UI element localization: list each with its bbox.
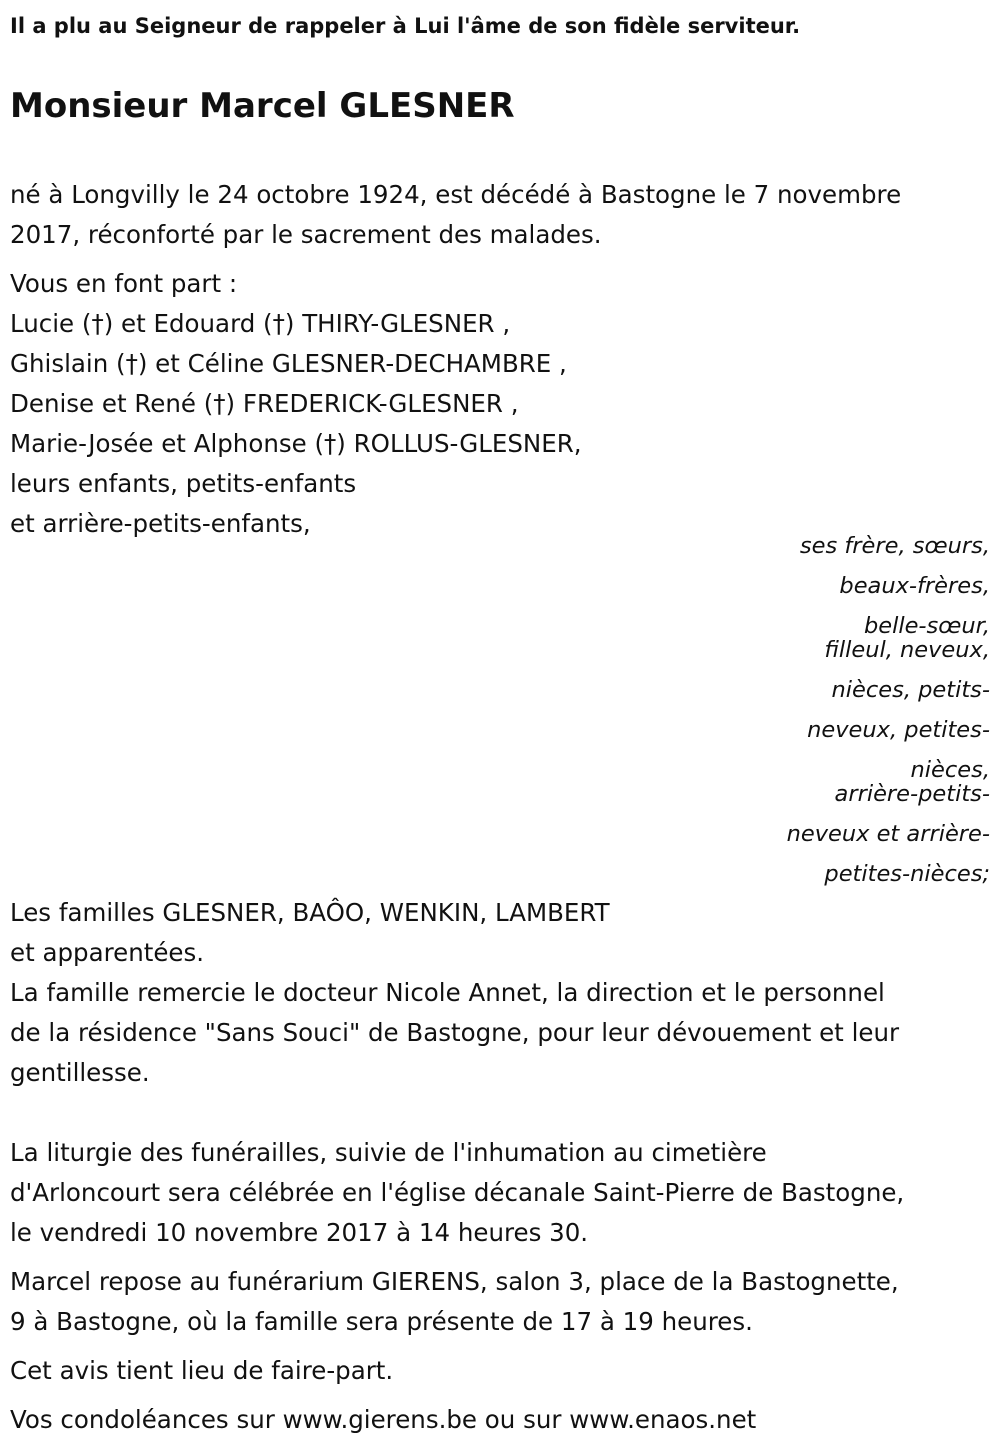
families-and-thanks <box>10 893 985 1093</box>
text-line: leurs enfants, petits-enfants <box>10 469 357 498</box>
text-line: nièces, <box>910 757 990 783</box>
text-line: Vous en font part : <box>10 269 238 298</box>
text-line: le vendredi 10 novembre 2017 à 14 heures 30. <box>10 1218 589 1247</box>
birth-death-paragraph <box>10 175 985 255</box>
deceased-name: Monsieur Marcel GLESNER <box>10 86 515 126</box>
text-line: ses frère, sœurs, <box>799 533 990 559</box>
text-line: Les familles GLESNER, BAÔO, WENKIN, LAMBERT <box>10 898 610 927</box>
notice-statement <box>10 1351 985 1391</box>
text-line: d'Arloncourt sera célébrée en l'église décanale Saint-Pierre de Bastogne, <box>10 1178 905 1207</box>
text-line: né à Longvilly le 24 octobre 1924, est décédé à Bastogne le 7 novembre <box>10 180 902 209</box>
text-line: petites-nièces; <box>824 861 990 887</box>
text-line: Vos condoléances sur www.gierens.be ou sur www.enaos.net <box>10 1405 757 1434</box>
text-line: Cet avis tient lieu de faire-part. <box>10 1356 394 1385</box>
text-line: Denise et René (†) FREDERICK-GLESNER , <box>10 389 519 418</box>
text-line: Marie-Josée et Alphonse (†) ROLLUS-GLESNER, <box>10 429 582 458</box>
text-line: filleul, neveux, <box>824 637 990 663</box>
family-announcement <box>10 264 985 544</box>
funeral-liturgy <box>10 1133 985 1253</box>
relatives-list <box>750 530 990 898</box>
text-line: arrière-petits- <box>834 781 990 807</box>
text-line: Lucie (†) et Edouard (†) THIRY-GLESNER , <box>10 309 511 338</box>
text-line: nièces, petits- <box>831 677 990 703</box>
text-line: 2017, réconforté par le sacrement des malades. <box>10 220 602 249</box>
intro-line: Il a plu au Seigneur de rappeler à Lui l'âme de son fidèle serviteur. <box>10 14 801 38</box>
text-line: beaux-frères, <box>839 573 990 599</box>
text-line: La liturgie des funérailles, suivie de l'inhumation au cimetière <box>10 1138 767 1167</box>
text-line: neveux, petites- <box>807 717 990 743</box>
text-line: neveux et arrière- <box>786 821 990 847</box>
funerarium-info <box>10 1262 985 1342</box>
condolences-line <box>10 1400 985 1440</box>
text-line: Marcel repose au funérarium GIERENS, salon 3, place de la Bastognette, <box>10 1267 899 1296</box>
text-line: 9 à Bastogne, où la famille sera présente de 17 à 19 heures. <box>10 1307 753 1336</box>
text-line: de la résidence "Sans Souci" de Bastogne, pour leur dévouement et leur <box>10 1018 900 1047</box>
text-line: et apparentées. <box>10 938 205 967</box>
text-line: Ghislain (†) et Céline GLESNER-DECHAMBRE , <box>10 349 567 378</box>
text-line: belle-sœur, <box>863 613 990 639</box>
text-line: et arrière-petits-enfants, <box>10 509 311 538</box>
text-line: gentillesse. <box>10 1058 150 1087</box>
text-line: La famille remercie le docteur Nicole Annet, la direction et le personnel <box>10 978 885 1007</box>
